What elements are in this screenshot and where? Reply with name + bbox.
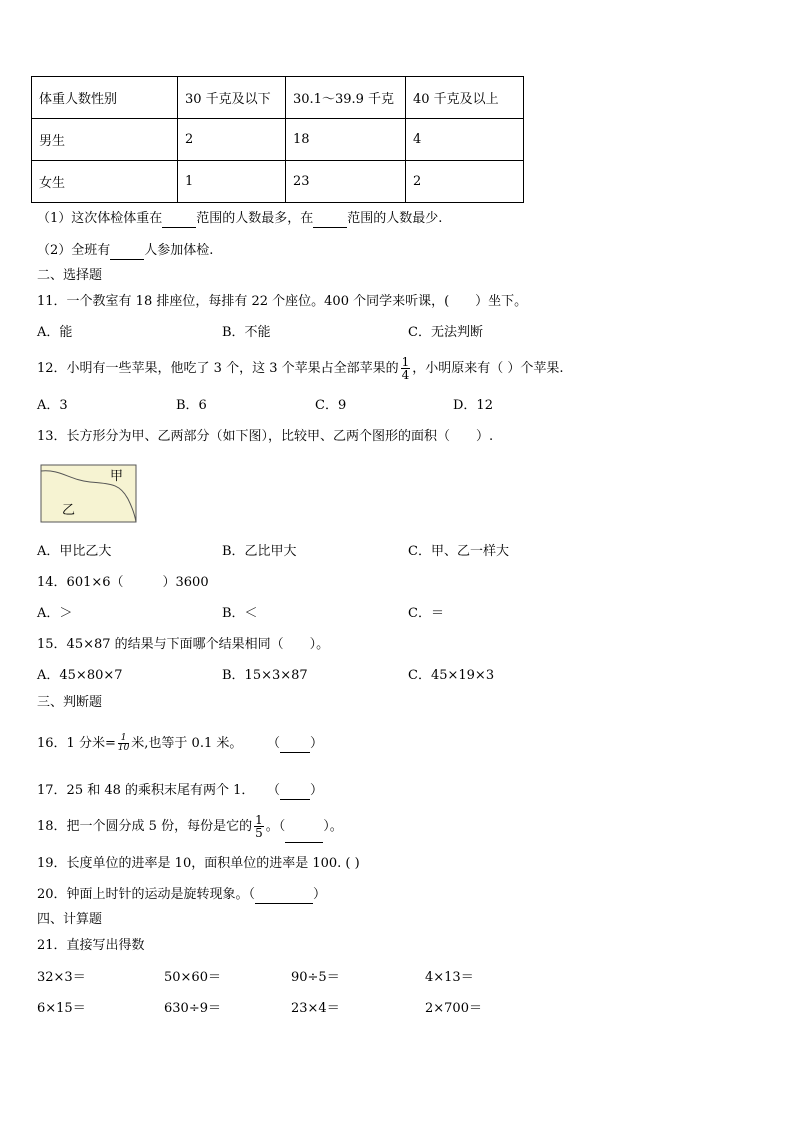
- weight-table: [31, 76, 524, 203]
- calc-item: 2×700＝: [425, 1001, 482, 1016]
- q14-stem: 14．601×6（ ）3600: [37, 575, 209, 590]
- fraction-numerator: 1: [401, 355, 410, 369]
- q10-1-text-a: （1）这次体检体重在: [37, 211, 163, 226]
- section-heading: 四、计算题: [37, 912, 103, 927]
- table-row: [32, 119, 524, 161]
- table-cell: 23: [286, 161, 406, 203]
- answer-blank: [280, 783, 310, 800]
- fraction-denominator: 10: [117, 743, 130, 753]
- table-cell: 1: [178, 161, 286, 203]
- option: B．15×3×87: [222, 668, 308, 683]
- option: C．45×19×3: [408, 668, 495, 683]
- table-cell: 4: [406, 119, 524, 161]
- calc-item: 630÷9＝: [164, 1001, 221, 1016]
- q18-text-b: 。（: [265, 819, 286, 834]
- calc-item: 90÷5＝: [291, 970, 340, 985]
- option: A．能: [37, 325, 73, 340]
- q16-text-b: 米,也等于 0.1 米。: [131, 736, 243, 751]
- fraction: [254, 814, 264, 839]
- q12-text-a: 12．小明有一些苹果，他吃了 3 个，这 3 个苹果占全部苹果的: [37, 361, 399, 376]
- answer-blank: [285, 812, 323, 843]
- answer-blank: [110, 243, 144, 260]
- q12-stem: [37, 354, 564, 384]
- answer-bracket: [267, 736, 323, 753]
- q20-stem: [37, 887, 326, 904]
- header-cell: 体重人数性别: [32, 77, 178, 119]
- option: A．3: [37, 398, 68, 413]
- label-yi: 乙: [62, 503, 76, 518]
- answer-bracket: [267, 783, 323, 800]
- fraction-denominator: 5: [255, 826, 263, 840]
- answer-blank: [162, 211, 196, 228]
- option: D．12: [453, 398, 493, 413]
- fraction: [118, 734, 129, 753]
- option: C．无法判断: [408, 325, 483, 340]
- fraction-denominator: 4: [401, 368, 410, 382]
- q10-1-text-c: 范围的人数最少.: [347, 211, 443, 226]
- q15-stem: 15．45×87 的结果与下面哪个结果相同（ ）。: [37, 637, 330, 652]
- calc-item: 23×4＝: [291, 1001, 340, 1016]
- calc-item: 4×13＝: [425, 970, 474, 985]
- header-cell: 40 千克及以上: [406, 77, 524, 119]
- q18-text-a: 18．把一个圆分成 5 份，每份是它的: [37, 819, 253, 834]
- table-cell: 2: [406, 161, 524, 203]
- calc-item: 50×60＝: [164, 970, 221, 985]
- answer-blank: [255, 887, 313, 904]
- q17-stem: 17．25 和 48 的乘积末尾有两个 1．: [37, 783, 255, 798]
- answer-blank: [280, 736, 310, 753]
- calc-item: 32×3＝: [37, 970, 86, 985]
- bracket-close: ）: [310, 783, 324, 798]
- q10-2-text-a: （2）全班有: [37, 243, 111, 258]
- q20-text-d: ）: [313, 887, 327, 902]
- q10-2-text-b: 人参加体检.: [144, 243, 214, 258]
- bracket-close: ）: [310, 736, 324, 751]
- section-heading: 三、判断题: [37, 695, 103, 710]
- rectangle-figure: [40, 464, 138, 524]
- q13-stem: 13．长方形分为甲、乙两部分（如下图），比较甲、乙两个图形的面积（ ）.: [37, 429, 494, 444]
- fraction-numerator: 1: [118, 734, 129, 744]
- table-row: [32, 161, 524, 203]
- q18-stem: [37, 812, 343, 843]
- calc-item: 6×15＝: [37, 1001, 86, 1016]
- q10-part1: [37, 211, 442, 228]
- q21-stem: 21．直接写出得数: [37, 938, 145, 953]
- bracket-open: （: [267, 783, 281, 798]
- option: B．乙比甲大: [222, 544, 297, 559]
- table-cell: 男生: [32, 119, 178, 161]
- header-cell: 30 千克及以下: [178, 77, 286, 119]
- table-cell: 2: [178, 119, 286, 161]
- header-cell: 30.1～39.9 千克: [286, 77, 406, 119]
- fraction: [401, 356, 411, 381]
- q19-stem: 19．长度单位的进率是 10，面积单位的进率是 100. ( ): [37, 856, 360, 871]
- q12-text-b: ，小明原来有（ ）个苹果.: [412, 361, 564, 376]
- bracket-open: （: [267, 736, 281, 751]
- option: A．45×80×7: [37, 668, 123, 683]
- table-cell: 女生: [32, 161, 178, 203]
- answer-blank: [313, 211, 347, 228]
- q10-part2: [37, 243, 213, 260]
- option: C．甲、乙一样大: [408, 544, 509, 559]
- option: B．6: [176, 398, 207, 413]
- section-heading: 二、选择题: [37, 268, 103, 283]
- table-header-row: [32, 77, 524, 119]
- option: A．＞: [37, 606, 73, 621]
- q10-1-text-b: 范围的人数最多，在: [196, 211, 314, 226]
- option: B．＜: [222, 606, 258, 621]
- q16-stem: [37, 733, 242, 755]
- option: B．不能: [222, 325, 271, 340]
- q18-text-d: ）。: [323, 819, 343, 834]
- fraction-numerator: 1: [255, 813, 263, 827]
- q16-text-a: 16．1 分米=: [37, 736, 116, 751]
- option: A．甲比乙大: [37, 544, 112, 559]
- table-cell: 18: [286, 119, 406, 161]
- option: C．＝: [408, 606, 444, 621]
- q20-text-a: 20．钟面上时针的运动是旋转现象。（: [37, 887, 256, 902]
- option: C．9: [315, 398, 347, 413]
- q11-stem: 11．一个教室有 18 排座位，每排有 22 个座位。400 个同学来听课，( ）坐下。: [37, 294, 528, 309]
- label-jia: 甲: [110, 469, 124, 484]
